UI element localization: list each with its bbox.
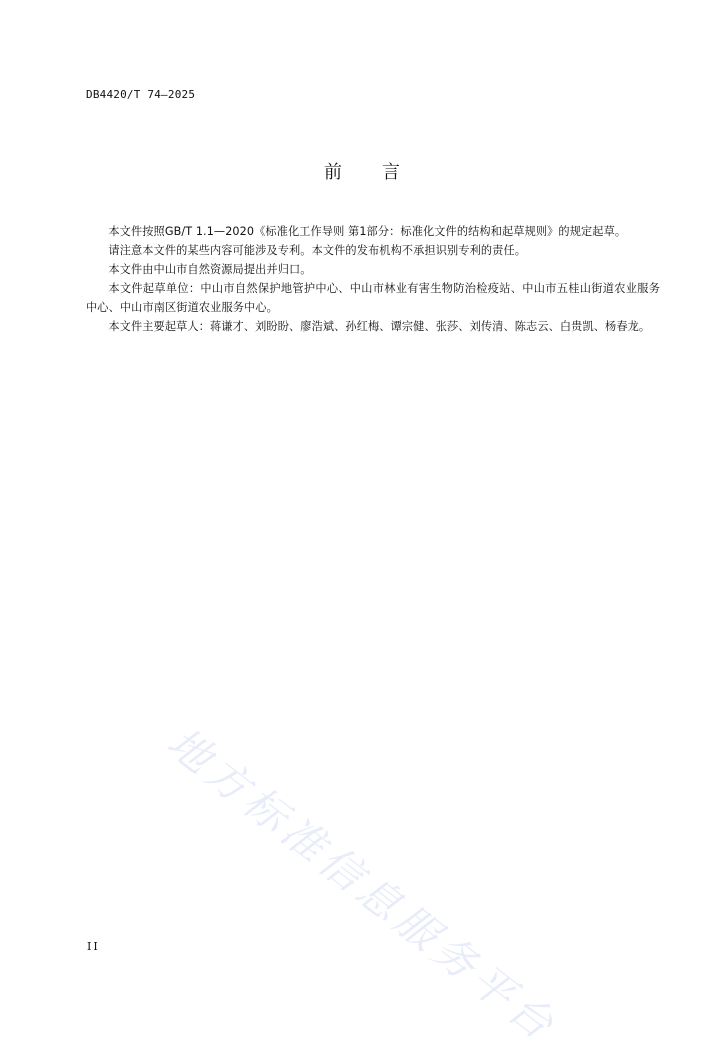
page-title-char-2: 言	[382, 162, 400, 183]
page-number: II	[87, 940, 100, 953]
foreword-body	[86, 222, 660, 336]
paragraph-drafting-units: 本文件起草单位：中山市自然保护地管护中心、中山市林业有害生物防治检疫站、中山市五桂山街道农业服务中心、中山市南区街道农业服务中心。	[86, 282, 660, 314]
page-title-char-1: 前	[324, 162, 342, 183]
paragraph-patent-notice: 请注意本文件的某些内容可能涉及专利。本文件的发布机构不承担识别专利的责任。	[108, 244, 527, 257]
paragraph-drafting-basis: 本文件按照GB/T 1.1—2020《标准化工作导则 第1部分：标准化文件的结构和起草规则》的规定起草。	[108, 225, 627, 238]
platform-watermark: 地方标准信息服务平台	[158, 717, 567, 1052]
paragraph-proposer: 本文件由中山市自然资源局提出并归口。	[108, 263, 312, 276]
page-title	[0, 158, 724, 184]
paragraph-drafters: 本文件主要起草人：蒋谦才、刘盼盼、廖浩斌、孙红梅、谭宗健、张莎、刘传清、陈志云、白贵凯、杨春龙。	[108, 320, 651, 333]
document-code: DB4420/T 74—2025	[86, 88, 196, 101]
